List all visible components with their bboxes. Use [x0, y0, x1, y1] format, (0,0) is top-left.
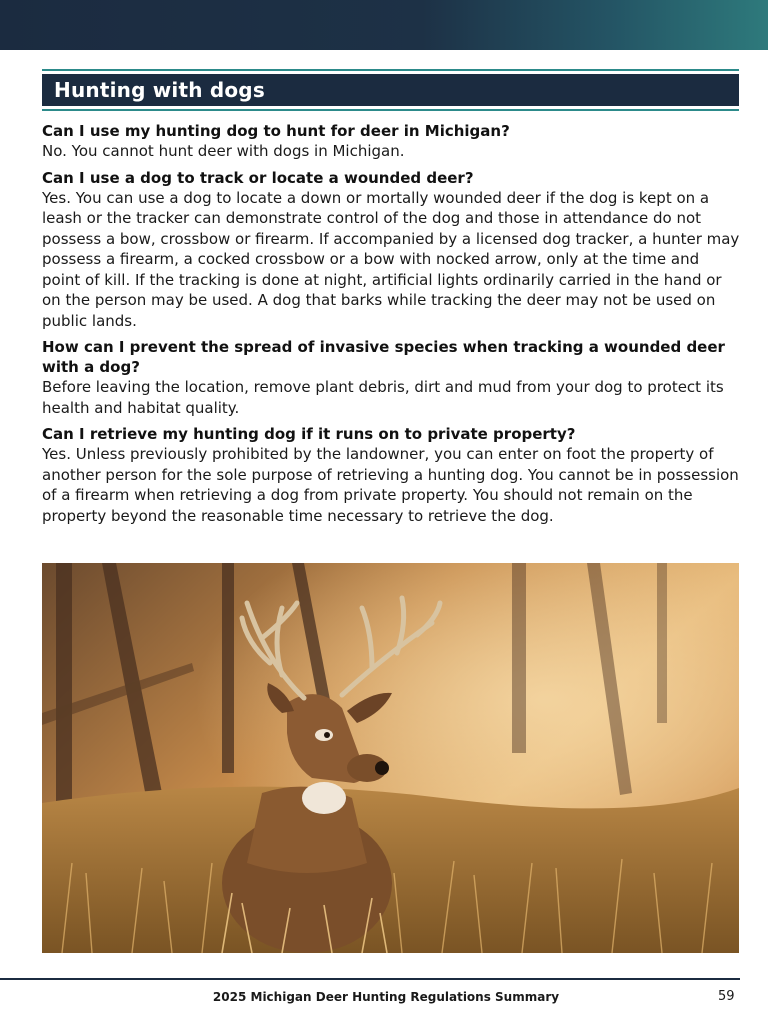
faq-item — [42, 337, 742, 418]
faq-question: Can I use my hunting dog to hunt for deer in Michigan? — [42, 122, 510, 140]
faq-answer: No. You cannot hunt deer with dogs in Michigan. — [42, 142, 405, 160]
top-banner — [0, 0, 768, 50]
faq-question: Can I retrieve my hunting dog if it runs on to private property? — [42, 425, 576, 443]
deer-photo — [42, 563, 739, 953]
page-number: 59 — [718, 989, 735, 1004]
section-header — [42, 69, 739, 111]
footer-title: 2025 Michigan Deer Hunting Regulations Summary — [212, 990, 560, 1004]
section-header-bar — [42, 74, 739, 106]
faq-content — [42, 121, 742, 532]
faq-item — [42, 424, 742, 526]
deer-illustration — [42, 563, 739, 953]
faq-question: How can I prevent the spread of invasive species when tracking a wounded deer with a dog? — [42, 338, 725, 376]
faq-answer: Before leaving the location, remove plant debris, dirt and mud from your dog to protect its health and habitat quality. — [42, 378, 724, 417]
faq-item — [42, 168, 742, 332]
footer-rule — [0, 978, 740, 980]
faq-answer: Yes. You can use a dog to locate a down or mortally wounded deer if the dog is kept on a leash or the tracker can demonstrate control of the dog and those in attendance do not possess a bow, crossbow or firearm. If accompanied by a licensed dog tracker, a hunter may possess a firearm, a cocked crossbow or a bow with nocked arrow, only at the time and point of kill. If the tracking is done at night, artificial lights ordinarily carried in the hand or on the person may be used. A dog that barks while tracking the deer may not be used on public lands. — [42, 188, 740, 330]
faq-answer: Yes. Unless previously prohibited by the landowner, you can enter on foot the property of another person for the sole purpose of retrieving a hunting dog. You cannot be in possession of a firearm when retrieving a dog from private property. You should not remain on the property beyond the reasonable time necessary to retrieve the dog. — [42, 445, 739, 525]
faq-question: Can I use a dog to track or locate a wounded deer? — [42, 168, 474, 187]
section-title: Hunting with dogs — [54, 78, 265, 102]
faq-item — [42, 121, 742, 162]
